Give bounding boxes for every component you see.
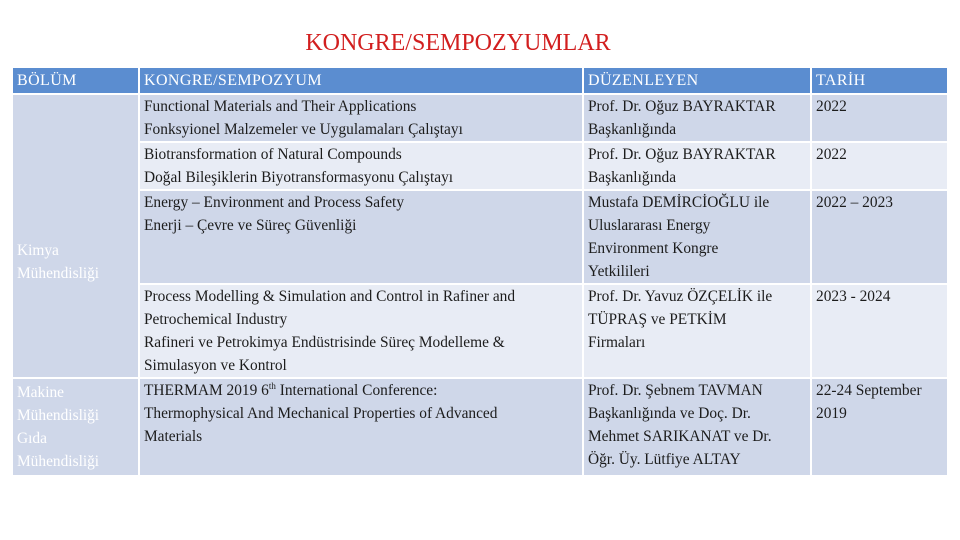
section-makine [12,378,139,476]
duzenleyen-line: Başkanlığında [588,169,677,186]
duzenleyen-line: Prof. Dr. Oğuz BAYRAKTAR [588,98,776,115]
duzenleyen-cell [583,94,811,142]
duzenleyen-line: Mehmet SARIKANAT ve Dr. [588,428,772,445]
duzenleyen-line: Prof. Dr. Oğuz BAYRAKTAR [588,146,776,163]
tarih-value: 2022 [816,98,847,115]
page-title: KONGRE/SEMPOZYUMLAR [305,30,611,56]
kongre-line: Fonksyionel Malzemeler ve Uygulamaları Çalıştayı [144,121,463,138]
table-row [12,284,948,378]
tarih-value: 2023 - 2024 [816,288,891,305]
kongre-cell [139,190,583,284]
kongre-line: Biotransformation of Natural Compounds [144,146,402,163]
kongre-line: Doğal Bileşiklerin Biyotransformasyonu Çalıştayı [144,169,454,186]
header-bolum: BÖLÜM [12,67,139,94]
tarih-value: 22-24 September [816,382,922,399]
tarih-value: 2022 [816,146,847,163]
tarih-cell [811,142,948,190]
section-makine-line: Gıda [17,430,47,447]
duzenleyen-cell [583,190,811,284]
table-row [12,94,948,142]
section-kimya [12,94,139,378]
duzenleyen-line: Yetkilileri [588,263,650,280]
table-row [12,190,948,284]
duzenleyen-cell [583,378,811,476]
kongre-line: Energy – Environment and Process Safety [144,194,405,211]
section-makine-line: Mühendisliği [17,407,100,424]
kongre-line: Materials [144,428,203,445]
header-row [12,67,948,94]
kongre-cell [139,284,583,378]
duzenleyen-line: Environment Kongre [588,240,719,257]
kongre-line-post: International Conference: [275,382,438,399]
kongre-line [144,379,582,402]
kongre-line-sup: th [268,380,276,391]
tarih-cell [811,284,948,378]
duzenleyen-cell [583,142,811,190]
duzenleyen-line: TÜPRAŞ ve PETKİM [588,311,727,328]
header-duzenleyen: DÜZENLEYEN [583,67,811,94]
header-kongre: KONGRE/SEMPOZYUM [139,67,583,94]
duzenleyen-line: Başkanlığında [588,121,677,138]
duzenleyen-line: Öğr. Üy. Lütfiye ALTAY [588,451,741,468]
kongre-line: Process Modelling & Simulation and Control in Rafiner and [144,288,516,305]
kongre-line-pre: THERMAM 2019 6 [144,382,269,399]
kongre-line: Simulasyon ve Kontrol [144,357,287,374]
section-makine-line: Makine [17,384,65,401]
kongre-line: Rafineri ve Petrokimya Endüstrisinde Süreç Modelleme & [144,334,505,351]
tarih-value: 2019 [816,405,847,422]
duzenleyen-line: Başkanlığında ve Doç. Dr. [588,405,751,422]
table-row [12,142,948,190]
congress-table [11,66,949,477]
kongre-cell [139,94,583,142]
kongre-line: Functional Materials and Their Applications [144,98,417,115]
duzenleyen-line: Prof. Dr. Şebnem TAVMAN [588,382,763,399]
kongre-cell [139,378,583,476]
duzenleyen-cell [583,284,811,378]
kongre-cell [139,142,583,190]
tarih-cell [811,378,948,476]
duzenleyen-line: Uluslararası Energy [588,217,711,234]
duzenleyen-line: Mustafa DEMİRCİOĞLU ile [588,194,770,211]
tarih-cell [811,190,948,284]
section-kimya-line: Mühendisliği [17,265,100,282]
kongre-line: Petrochemical Industry [144,311,288,328]
table-row [12,378,948,476]
tarih-cell [811,94,948,142]
kongre-line: Thermophysical And Mechanical Properties of Advanced [144,405,498,422]
tarih-value: 2022 – 2023 [816,194,893,211]
duzenleyen-line: Firmaları [588,334,646,351]
kongre-line: Enerji – Çevre ve Süreç Güvenliği [144,217,357,234]
section-makine-line: Mühendisliği [17,453,100,470]
section-kimya-line: Kimya [17,242,59,259]
duzenleyen-line: Prof. Dr. Yavuz ÖZÇELİK ile [588,288,773,305]
header-tarih: TARİH [811,67,948,94]
